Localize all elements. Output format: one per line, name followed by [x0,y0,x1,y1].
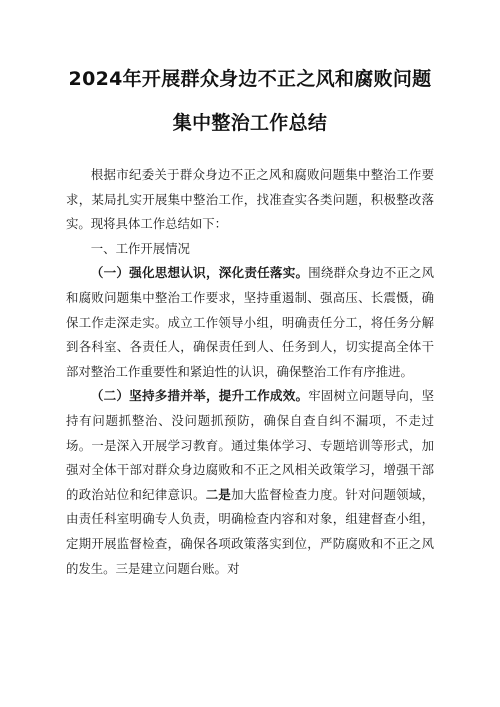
document-title-line1: 2024年开展群众身边不正之风和腐败问题 [68,68,432,90]
item2-bold-b: 二是 [205,486,232,502]
item1-text: 围绕群众身边不正之风和腐败问题集中整治工作要求，坚持重遏制、强高压、长震慑，确保工作走深走实。成立工作领导小组，明确责任分工，将任务分解到各科室、各责任人，确保责任到人、任务到人，切实提高全体干部对整治工作重要性和紧迫性的认识，确保整治工作有序推进。 [66,265,435,379]
intro-paragraph: 根据市纪委关于群众身边不正之风和腐败问题集中整治工作要求，某局扎实开展集中整治工作，找准查实各类问题，积极整改落实。现将具体工作总结如下： [66,167,434,232]
item2-text-a: 牢固树立问题导向，坚持有问题抓整治、没问题抓预防，确保自查自纠不漏项，不走过场。一是深入开展学习教育。通过集体学习、专题培训等形式，加强对全体干部对群众身边腐败和不正之风相关政策学习，增强干部的政治站位和纪律意识。 [66,388,435,502]
document-title-line2: 集中整治工作总结 [172,112,328,134]
item2-heading: （二）坚持多措并举，提升工作成效。 [90,388,309,404]
document-body [66,163,434,581]
section-heading-1: 一、工作开展情况 [90,240,190,256]
item2-text-b: 加大监督检查力度。针对问题领域，由责任科室明确专人负责，明确检查内容和对象，组建督查小组，定期开展监督检查，确保各项政策落实到位，严防腐败和不正之风的发生。三是建立问题台账。对 [66,486,435,576]
item2-paragraph [66,384,434,581]
item1-heading: （一）强化思想认识，深化责任落实。 [90,265,309,281]
item1-paragraph [66,261,434,384]
